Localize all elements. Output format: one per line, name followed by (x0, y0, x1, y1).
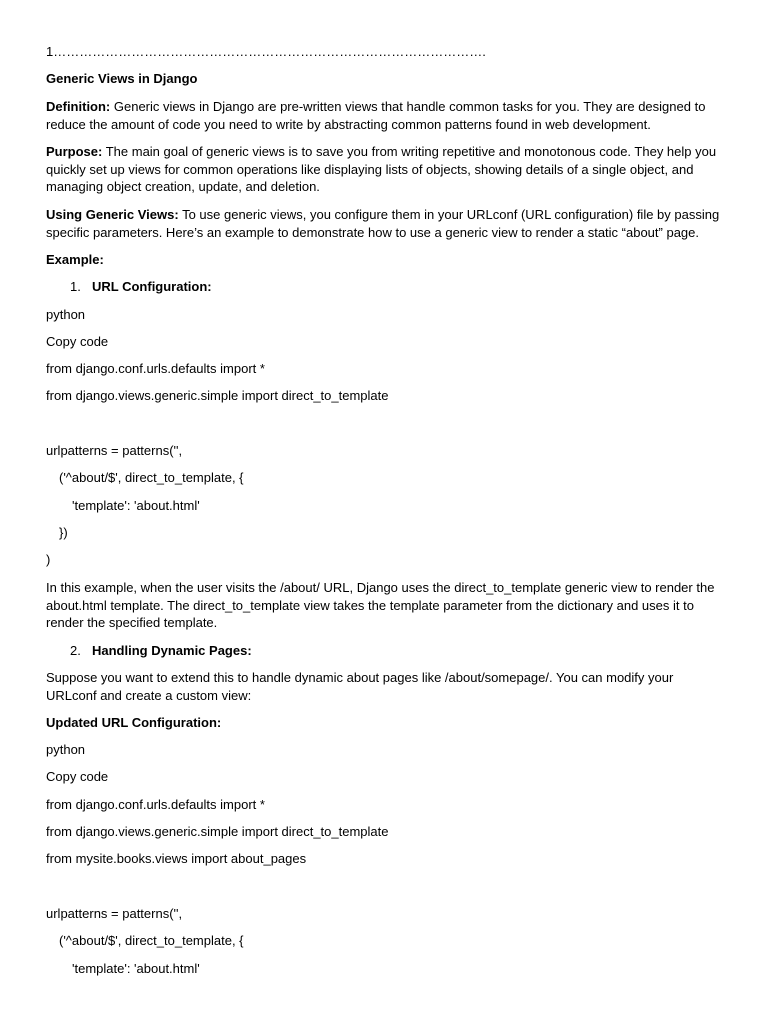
code1-line: urlpatterns = patterns('', (46, 443, 183, 458)
purpose-paragraph (46, 143, 726, 196)
code2-line: from django.conf.urls.defaults import * (46, 797, 265, 812)
step2-label: Handling Dynamic Pages: (92, 643, 252, 658)
code1-line: Copy code (46, 334, 109, 349)
using-label: Using Generic Views: (46, 207, 179, 222)
code2-line: from mysite.books.views import about_pages (46, 851, 307, 866)
code1-line: }) (59, 525, 68, 540)
definition-text: Generic views in Django are pre-written views that handle common tasks for you. They are designed to reduce the amount of code you need to write by abstracting common patterns found in web development. (46, 99, 706, 132)
definition-paragraph (46, 98, 726, 133)
code2-line: 'template': 'about.html' (72, 961, 200, 976)
explanation-paragraph-2: Suppose you want to extend this to handle dynamic about pages like /about/somepage/. You can modify your URLconf and create a custom view: (46, 670, 674, 703)
purpose-label: Purpose: (46, 144, 103, 159)
code1-line: python (46, 307, 86, 322)
purpose-text: The main goal of generic views is to save you from writing repetitive and monotonous code. They help you quickly set up views for common operations like displaying lists of objects, showing details of a single object, and managing object creation, update, and deletion. (46, 144, 717, 194)
step1-label: URL Configuration: (92, 279, 212, 294)
step1-number: 1. (70, 279, 81, 294)
using-text: To use generic views, you configure them in your URLconf (URL configuration) file by passing specific parameters. Here’s an example to demonstrate how to use a generic view to render a static “about” page. (46, 207, 720, 240)
example-label: Example: (46, 252, 104, 267)
updated-config-label: Updated URL Configuration: (46, 715, 222, 730)
code1-line: ('^about/$', direct_to_template, { (59, 470, 244, 485)
code1-line: ) (46, 552, 51, 567)
step2-number: 2. (70, 643, 81, 658)
code2-line: ('^about/$', direct_to_template, { (59, 933, 244, 948)
code2-line: from django.views.generic.simple import direct_to_template (46, 824, 389, 839)
code2-line: python (46, 742, 86, 757)
code2-line: urlpatterns = patterns('', (46, 906, 183, 921)
using-paragraph (46, 206, 726, 241)
dotted-line: 1………………………………………………………………………………………. (46, 44, 486, 59)
code1-line: 'template': 'about.html' (72, 498, 200, 513)
code2-line: Copy code (46, 769, 109, 784)
code1-line: from django.views.generic.simple import direct_to_template (46, 388, 389, 403)
document-title: Generic Views in Django (46, 71, 198, 86)
explanation-paragraph-1: In this example, when the user visits the /about/ URL, Django uses the direct_to_template generic view to render the about.html template. The direct_to_template view takes the template parameter from the dictionary and uses it to render the specified template. (46, 580, 715, 630)
code1-line: from django.conf.urls.defaults import * (46, 361, 265, 376)
definition-label: Definition: (46, 99, 111, 114)
